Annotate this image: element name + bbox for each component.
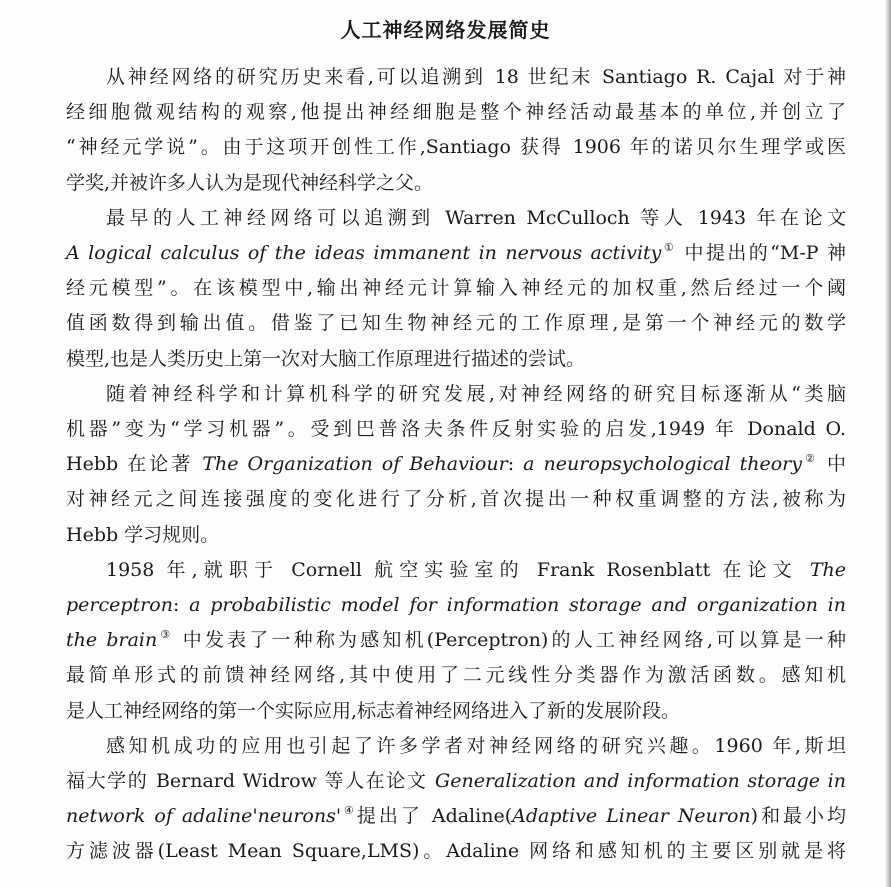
text-line xyxy=(106,205,846,231)
italic-title-text: a neuropsychological theory xyxy=(523,453,802,476)
text-line xyxy=(66,451,846,477)
text-line xyxy=(106,381,846,407)
italic-title-text: Adaptive Linear Neuron xyxy=(512,805,751,828)
text-segment: 方滤波器(Least Mean Square,LMS)。Adaline 网络和感知机的主要区别就是将 xyxy=(66,840,846,863)
text-segment: 最早的人工神经网络可以追溯到 Warren McCulloch 等人 1943 年在论文 xyxy=(106,206,846,229)
text-segment: 从神经网络的研究历史来看,可以追溯到 18 世纪末 Santiago R. Cajal 对于神 xyxy=(106,66,846,88)
text-segment: 机器”变为“学习机器”。受到巴普洛夫条件反射实验的启发,1949 年 Donald O. xyxy=(66,418,846,440)
text-line xyxy=(66,627,846,653)
text-line xyxy=(66,592,846,618)
text-segment: Hebb 在论著 xyxy=(66,453,203,476)
text-segment: 对神经元之间连接强度的变化进行了分析,首次提出一种权重调整的方法,被称为 xyxy=(66,488,846,511)
text-segment: Hebb 学习规则。 xyxy=(66,523,220,546)
text-line xyxy=(106,557,846,583)
italic-title-text: A logical calculus of the ideas immanent in nervous activity xyxy=(66,242,662,264)
text-line xyxy=(66,416,846,442)
text-segment: 中 xyxy=(817,453,846,476)
italic-title-text: network of adaline'neurons' xyxy=(66,805,342,828)
text-line xyxy=(66,275,846,301)
text-segment: 经元模型”。在该模型中,输出神经元计算输入神经元的加权重,然后经过一个阈 xyxy=(66,277,846,300)
document-title: 人工神经网络发展简史 xyxy=(340,18,551,42)
text-line xyxy=(66,662,846,688)
text-line xyxy=(66,346,846,372)
text-segment: 学奖,并被许多人认为是现代神经科学之父。 xyxy=(66,171,434,194)
text-line xyxy=(66,522,846,548)
text-segment: : xyxy=(507,453,524,476)
text-line xyxy=(66,698,846,724)
text-segment: 中提出的“M-P 神 xyxy=(676,242,847,264)
text-segment: 模型,也是人类历史上第一次对大脑工作原理进行描述的尝试。 xyxy=(66,347,586,370)
page-edge-shadow xyxy=(885,0,891,887)
italic-title-text: The xyxy=(809,558,846,581)
text-segment: 中发表了一种称为感知机(Perceptron)的人工神经网络,可以算是一种 xyxy=(173,629,846,652)
text-segment: 福大学的 Bernard Widrow 等人在论文 xyxy=(66,770,436,792)
text-segment: : xyxy=(172,594,190,616)
text-segment: 1958 年,就职于 Cornell 航空实验室的 Frank Rosenblatt 在论文 xyxy=(106,558,810,581)
text-segment: 最简单形式的前馈神经网络,其中使用了二元线性分类器作为激活函数。感知机 xyxy=(66,664,846,687)
text-line xyxy=(106,733,846,759)
text-segment: )和最小均 xyxy=(750,805,846,828)
text-line xyxy=(66,486,846,512)
text-segment: 感知机成功的应用也引起了许多学者对神经网络的研究兴趣。1960 年,斯坦 xyxy=(106,734,846,757)
italic-title-text: Generalization and information storage in xyxy=(435,770,846,792)
text-segment: “神经元学说”。由于这项开创性工作,Santiago 获得 1906 年的诺贝尔生理学或医 xyxy=(66,136,846,159)
italic-title-text: The Organization of Behaviour xyxy=(202,453,508,476)
italic-title-text: a probabilistic model for information storage and organization in xyxy=(189,594,846,616)
footnote-marker: ④ xyxy=(341,804,357,818)
footnote-marker: ① xyxy=(661,241,677,254)
footnote-marker: ③ xyxy=(157,628,174,642)
text-line xyxy=(66,310,846,336)
italic-title-text: the brain xyxy=(66,629,158,652)
text-line xyxy=(66,99,846,125)
text-line xyxy=(66,134,846,160)
text-line xyxy=(66,768,846,794)
footnote-marker: ② xyxy=(802,452,818,466)
text-segment: 经细胞微观结构的观察,他提出神经细胞是整个神经活动最基本的单位,并创立了 xyxy=(66,101,846,124)
text-line xyxy=(66,240,846,266)
text-segment: 随着神经科学和计算机科学的研究发展,对神经网络的研究目标逐渐从“类脑 xyxy=(106,382,846,405)
italic-title-text: perceptron xyxy=(66,594,173,616)
text-segment: 值函数得到输出值。借鉴了已知生物神经元的工作原理,是第一个神经元的数学 xyxy=(66,312,846,335)
text-line xyxy=(66,170,846,196)
text-segment: 是人工神经网络的第一个实际应用,标志着神经网络进入了新的发展阶段。 xyxy=(66,699,681,722)
text-line xyxy=(106,64,846,90)
text-segment: 提出了 Adaline( xyxy=(356,805,513,828)
text-line xyxy=(66,803,846,829)
text-line xyxy=(66,838,846,864)
